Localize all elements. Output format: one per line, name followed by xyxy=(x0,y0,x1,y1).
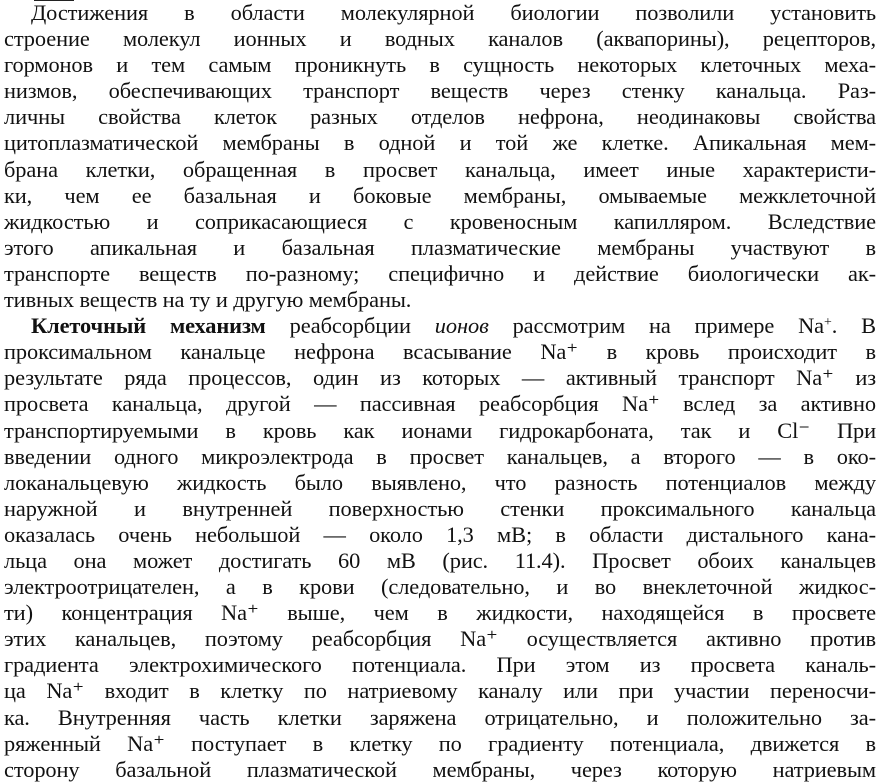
text-line: градиента электрохимического потенциала. При этом из просвета каналь- xyxy=(4,652,876,678)
text-line: гормонов и тем самым проникнуть в сущность некоторых клеточных меха- xyxy=(4,52,876,78)
text-line: низмов, обеспечивающих транспорт веществ через стенку канальца. Раз- xyxy=(4,78,876,104)
text-line: проксимальном канальце нефрона всасывание Na⁺ в кровь происходит в xyxy=(4,339,876,365)
text-line: ка. Внутренняя часть клетки заряжена отрицательно, и положительно за- xyxy=(4,704,876,730)
text-line: наружной и внутренней поверхностью стенки проксимального канальца xyxy=(4,495,876,521)
text-line: введении одного микроэлектрода в просвет канальцев, а второго — в око- xyxy=(4,443,876,469)
page-top-edge xyxy=(34,0,74,1)
text-run: рассмотрим на примере Na xyxy=(488,313,825,339)
text-line: просвета канальца, другой — пассивная реабсорбция Na⁺ вслед за активно xyxy=(4,391,876,417)
text-line: сторону базальной плазматической мембраны, через которую натриевым xyxy=(4,756,876,782)
superscript-plus: + xyxy=(824,314,832,330)
text-line: транспортируемыми в кровь как ионами гидрокарбоната, так и Cl⁻ При xyxy=(4,417,876,443)
text-line: личны свойства клеток разных отделов нефрона, неодинаковы свойства xyxy=(4,104,876,130)
text-line: этого апикальная и базальная плазматические мембраны участвуют в xyxy=(4,234,876,260)
text-line: ца Na⁺ входит в клетку по натриевому каналу или при участии переносчи- xyxy=(4,678,876,704)
text-line: Достижения в области молекулярной биологии позволили установить xyxy=(31,0,876,25)
text-line xyxy=(4,313,876,339)
text-line: строение молекул ионных и водных каналов (аквапорины), рецепторов, xyxy=(4,26,876,52)
text-line: ряженный Na⁺ поступает в клетку по градиенту потенциала, движется в xyxy=(4,730,876,756)
bold-term: Клеточный механизм xyxy=(31,313,266,339)
text-line: брана клетки, обращенная в просвет канальца, имеет иные характеристи- xyxy=(4,156,876,182)
paragraph-1 xyxy=(4,0,876,313)
paragraph-2 xyxy=(4,313,876,783)
text-run: реабсорбции xyxy=(265,313,435,339)
text-line: локанальцевую жидкость было выявлено, что разность потенциалов между xyxy=(4,469,876,495)
text-run: . В xyxy=(831,313,876,339)
text-line: этих канальцев, поэтому реабсорбция Na⁺ осуществляется активно против xyxy=(4,626,876,652)
text-line: льца она может достигать 60 мВ (рис. 11.4). Просвет обоих канальцев xyxy=(4,547,876,573)
text-line: жидкостью и соприкасающиеся с кровеносным капилляром. Вследствие xyxy=(4,208,876,234)
italic-term: ионов xyxy=(434,313,489,339)
text-line: ки, чем ее базальная и боковые мембраны, омываемые межклеточной xyxy=(4,182,876,208)
text-line: тивных веществ на ту и другую мембраны. xyxy=(4,287,412,313)
text-line: цитоплазматической мембраны в одной и той же клетке. Апикальная мем- xyxy=(4,130,876,156)
text-line: ти) концентрация Na⁺ выше, чем в жидкости, находящейся в просвете xyxy=(4,600,876,626)
text-line: электроотрицателен, а в крови (следовательно, и во внеклеточной жидкос- xyxy=(4,574,876,600)
text-line: оказалась очень небольшой — около 1,3 мВ; в области дистального кана- xyxy=(4,521,876,547)
document-page xyxy=(4,0,876,783)
text-line: транспорте веществ по-разному; специфично и действие биологически ак- xyxy=(4,260,876,286)
text-line: результате ряда процессов, один из которых — активный транспорт Na⁺ из xyxy=(4,365,876,391)
